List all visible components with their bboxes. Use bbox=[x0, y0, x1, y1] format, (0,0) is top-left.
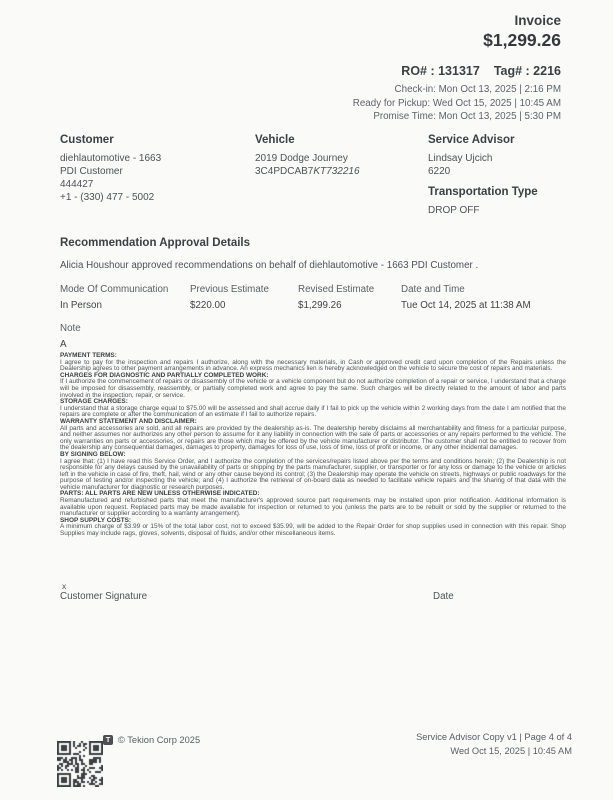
ro-tag-line bbox=[353, 64, 561, 79]
customer-signature-label: Customer Signature bbox=[60, 591, 148, 602]
copy-page-info: Service Advisor Copy v1 | Page 4 of 4 bbox=[416, 732, 572, 742]
tag-number: Tag# : 2216 bbox=[493, 64, 561, 78]
footer-left bbox=[103, 735, 200, 745]
signature-x-mark: x bbox=[62, 581, 67, 591]
invoice-amount: $1,299.26 bbox=[483, 30, 561, 50]
note-value: A bbox=[60, 339, 67, 350]
transportation-section bbox=[428, 186, 538, 217]
term-warranty-disclaimer: WARRANTY STATEMENT AND DISCLAIMER: All parts and accessories are sold, and all repairs are provided by the dealership as-is. The dealership hereby disclaims all merchantability and fitness for a particular purpose, and neither assumes nor authorizes any other person to assume for it any liability in connection with the sale of parts or accessories or any repairs performed to the vehicle. The only warranties on parts or accessories, or repairs are those which may be offered by the vehicle manufacturer or distributor. The customer shall not be entitled to recover from the dealership any consequential damages, damages to property, damages for loss of use, loss of time, loss of profit or income, or any other incidental damages. bbox=[60, 417, 566, 452]
vehicle-title: Vehicle bbox=[255, 134, 295, 146]
footer-right bbox=[416, 731, 572, 758]
copyright-text: © Tekion Corp 2025 bbox=[118, 735, 201, 745]
table-col-previous-estimate: Previous Estimate $220.00 bbox=[190, 284, 269, 311]
service-advisor-section bbox=[428, 134, 515, 178]
customer-type: PDI Customer bbox=[60, 166, 123, 177]
vehicle-model: 2019 Dodge Journey bbox=[255, 153, 348, 164]
vehicle-section bbox=[255, 134, 360, 178]
service-advisor-name: Lindsay Ujcich bbox=[428, 153, 493, 164]
recommendation-summary: Alicia Houshour approved recommendations on behalf of diehlautomotive - 1663 PDI Customer . bbox=[60, 260, 479, 271]
term-by-signing-below: BY SIGNING BELOW: I agree that: (1) I have read this Service Order, and I authorize the completion of the services/repairs listed above per the terms and conditions herein; (2) the Dealership is not responsible for any delays caused by the unavailability of parts or shipping by the parts manufacturer, supplier, or transporter or for any loss or damage to the vehicle or articles left in the vehicle in case of fire, theft, hail, wind or any other cause beyond its control; (3) the Dealership may operate the vehicle on streets, highways or public roadways for the purpose of testing and/or inspecting the vehicle; and (4) I authorize the retrieval of on-board data as needed to facilitate vehicle repairs and the sharing of that data with the vehicle manufacturer for diagnostic or research purposes. bbox=[60, 450, 566, 491]
transportation-title: Transportation Type bbox=[428, 186, 538, 198]
term-shop-supply-costs: SHOP SUPPLY COSTS: A minimum charge of $3.99 or 15% of the total labor cost, not to exceed $35.99, will be added to the Repair Order for shop supplies used in connection with this repair. Shop Supplies may include rags, gloves, solvents, disposal of fluids, and/or other miscellaneous items. bbox=[60, 516, 566, 538]
customer-section bbox=[60, 134, 161, 204]
ready-for-pickup-line: Ready for Pickup: Wed Oct 15, 2025 | 10:45 AM bbox=[352, 97, 561, 109]
ro-number: RO# : 131317 bbox=[401, 64, 480, 78]
term-parts: PARTS: ALL PARTS ARE NEW UNLESS OTHERWISE INDICATED: Remanufactured and refurbished parts that meet the manufacturer's approved source part requirements may be installed upon prior notification. Additional information is available upon request. Replaced parts may be made available for inspection or returned to you (unless the parts are to be rebuilt or sold by the supplier or returned to the manufacturer or supplier according to a warranty arrangement). bbox=[60, 490, 566, 518]
table-col-revised-estimate: Revised Estimate $1,299.26 bbox=[298, 284, 375, 311]
promise-time-line: Promise Time: Mon Oct 13, 2025 | 5:30 PM bbox=[373, 111, 561, 122]
note-label: Note bbox=[60, 323, 81, 334]
invoice-label: Invoice bbox=[514, 13, 561, 28]
service-advisor-id: 6220 bbox=[428, 166, 451, 177]
vehicle-vin: 3C4PDCAB7KT732216 bbox=[255, 166, 360, 177]
recommendation-approval-section bbox=[60, 237, 565, 351]
invoice-header bbox=[353, 13, 561, 124]
terms-and-conditions bbox=[60, 353, 566, 538]
header-dates bbox=[353, 83, 561, 124]
term-diagnostic-charges: CHARGES FOR DIAGNOSTIC AND PARTIALLY COMPLETED WORK: If I authorize the commencement of repairs or disassembly of the vehicle or a vehicle component but do not authorize completion of a repair or service, I understand that a charge will be imposed for disassembly, reassembly, or partially completed work and agree to pay the same. Such charges will be directly related to the amount of labor and parts involved in the inspection, repair, or service. bbox=[60, 371, 566, 399]
checkin-line: Check-in: Mon Oct 13, 2025 | 2:16 PM bbox=[394, 84, 561, 95]
term-storage-charges: STORAGE CHARGES: I understand that a storage charge equal to $75.00 will be assessed and shall accrue daily if I fail to pick up the vehicle within 2 working days from the date I am notified that the repairs are complete or after the communication of an estimate if I fail to authorize repairs. bbox=[60, 398, 566, 419]
table-col-date-time: Date and Time Tue Oct 14, 2025 at 11:38 AM bbox=[401, 284, 531, 311]
qr-code bbox=[57, 741, 103, 787]
customer-id: 444427 bbox=[60, 179, 94, 190]
printed-datetime: Wed Oct 15, 2025 | 10:45 AM bbox=[450, 745, 572, 756]
term-payment-terms: PAYMENT TERMS: I agree to pay for the inspection and repairs I authorize, along with the necessary materials, in Cash or approved credit card upon completion of the Repairs unless the Dealership agrees to other payment arrangements in advance. An express mechanics lien is hereby acknowledged on the vehicle to secure the cost of repairs and materials. bbox=[60, 352, 566, 373]
table-col-mode: Mode Of Communication In Person bbox=[60, 284, 169, 311]
customer-phone: +1 - (330) 477 - 5002 bbox=[60, 192, 155, 203]
customer-name: diehlautomotive - 1663 bbox=[60, 153, 162, 164]
recommendation-table bbox=[60, 284, 565, 314]
recommendation-title: Recommendation Approval Details bbox=[60, 237, 251, 249]
date-label: Date bbox=[433, 591, 454, 602]
transportation-value: DROP OFF bbox=[428, 205, 480, 216]
service-advisor-title: Service Advisor bbox=[428, 134, 515, 146]
tekion-logo-icon: T bbox=[103, 735, 113, 745]
customer-title: Customer bbox=[60, 134, 114, 146]
